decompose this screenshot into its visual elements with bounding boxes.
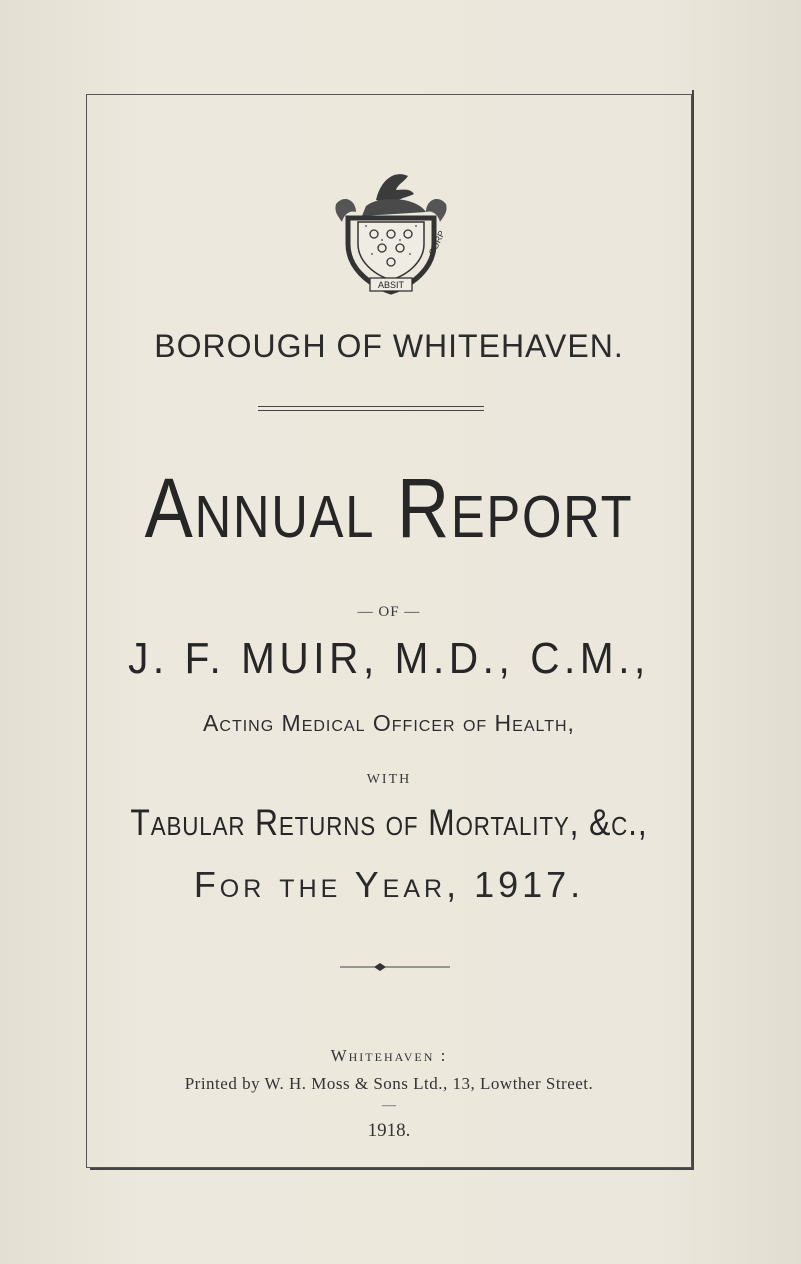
borough-heading: BOROUGH OF WHITEHAVEN. bbox=[154, 328, 624, 364]
publication-year: 1918. bbox=[367, 1120, 411, 1141]
publisher-dash: — bbox=[382, 1098, 396, 1113]
author-position: Acting Medical Officer of Health, bbox=[203, 710, 575, 736]
of-label: — OF — bbox=[357, 604, 421, 620]
report-subtitle: Tabular Returns of Mortality, &c., bbox=[130, 802, 648, 843]
publisher-place: Whitehaven : bbox=[330, 1046, 448, 1065]
with-label: WITH bbox=[366, 772, 412, 787]
printer-line: Printed by W. H. Moss & Sons Ltd., 13, Lowther Street. bbox=[184, 1074, 594, 1093]
title-rule-bottom bbox=[258, 410, 484, 411]
title-rule-top bbox=[258, 406, 484, 407]
author-name: J. F. MUIR, M.D., C.M., bbox=[128, 634, 650, 683]
report-year-line: For the Year, 1917. bbox=[193, 864, 585, 905]
borough-coat-of-arms-icon bbox=[326, 160, 456, 300]
crest-band-text: CORP bbox=[426, 229, 447, 257]
report-title: Annual Report bbox=[144, 461, 634, 555]
diamond-ornament-icon bbox=[340, 962, 450, 972]
crest-motto: ABSIT bbox=[377, 280, 405, 290]
